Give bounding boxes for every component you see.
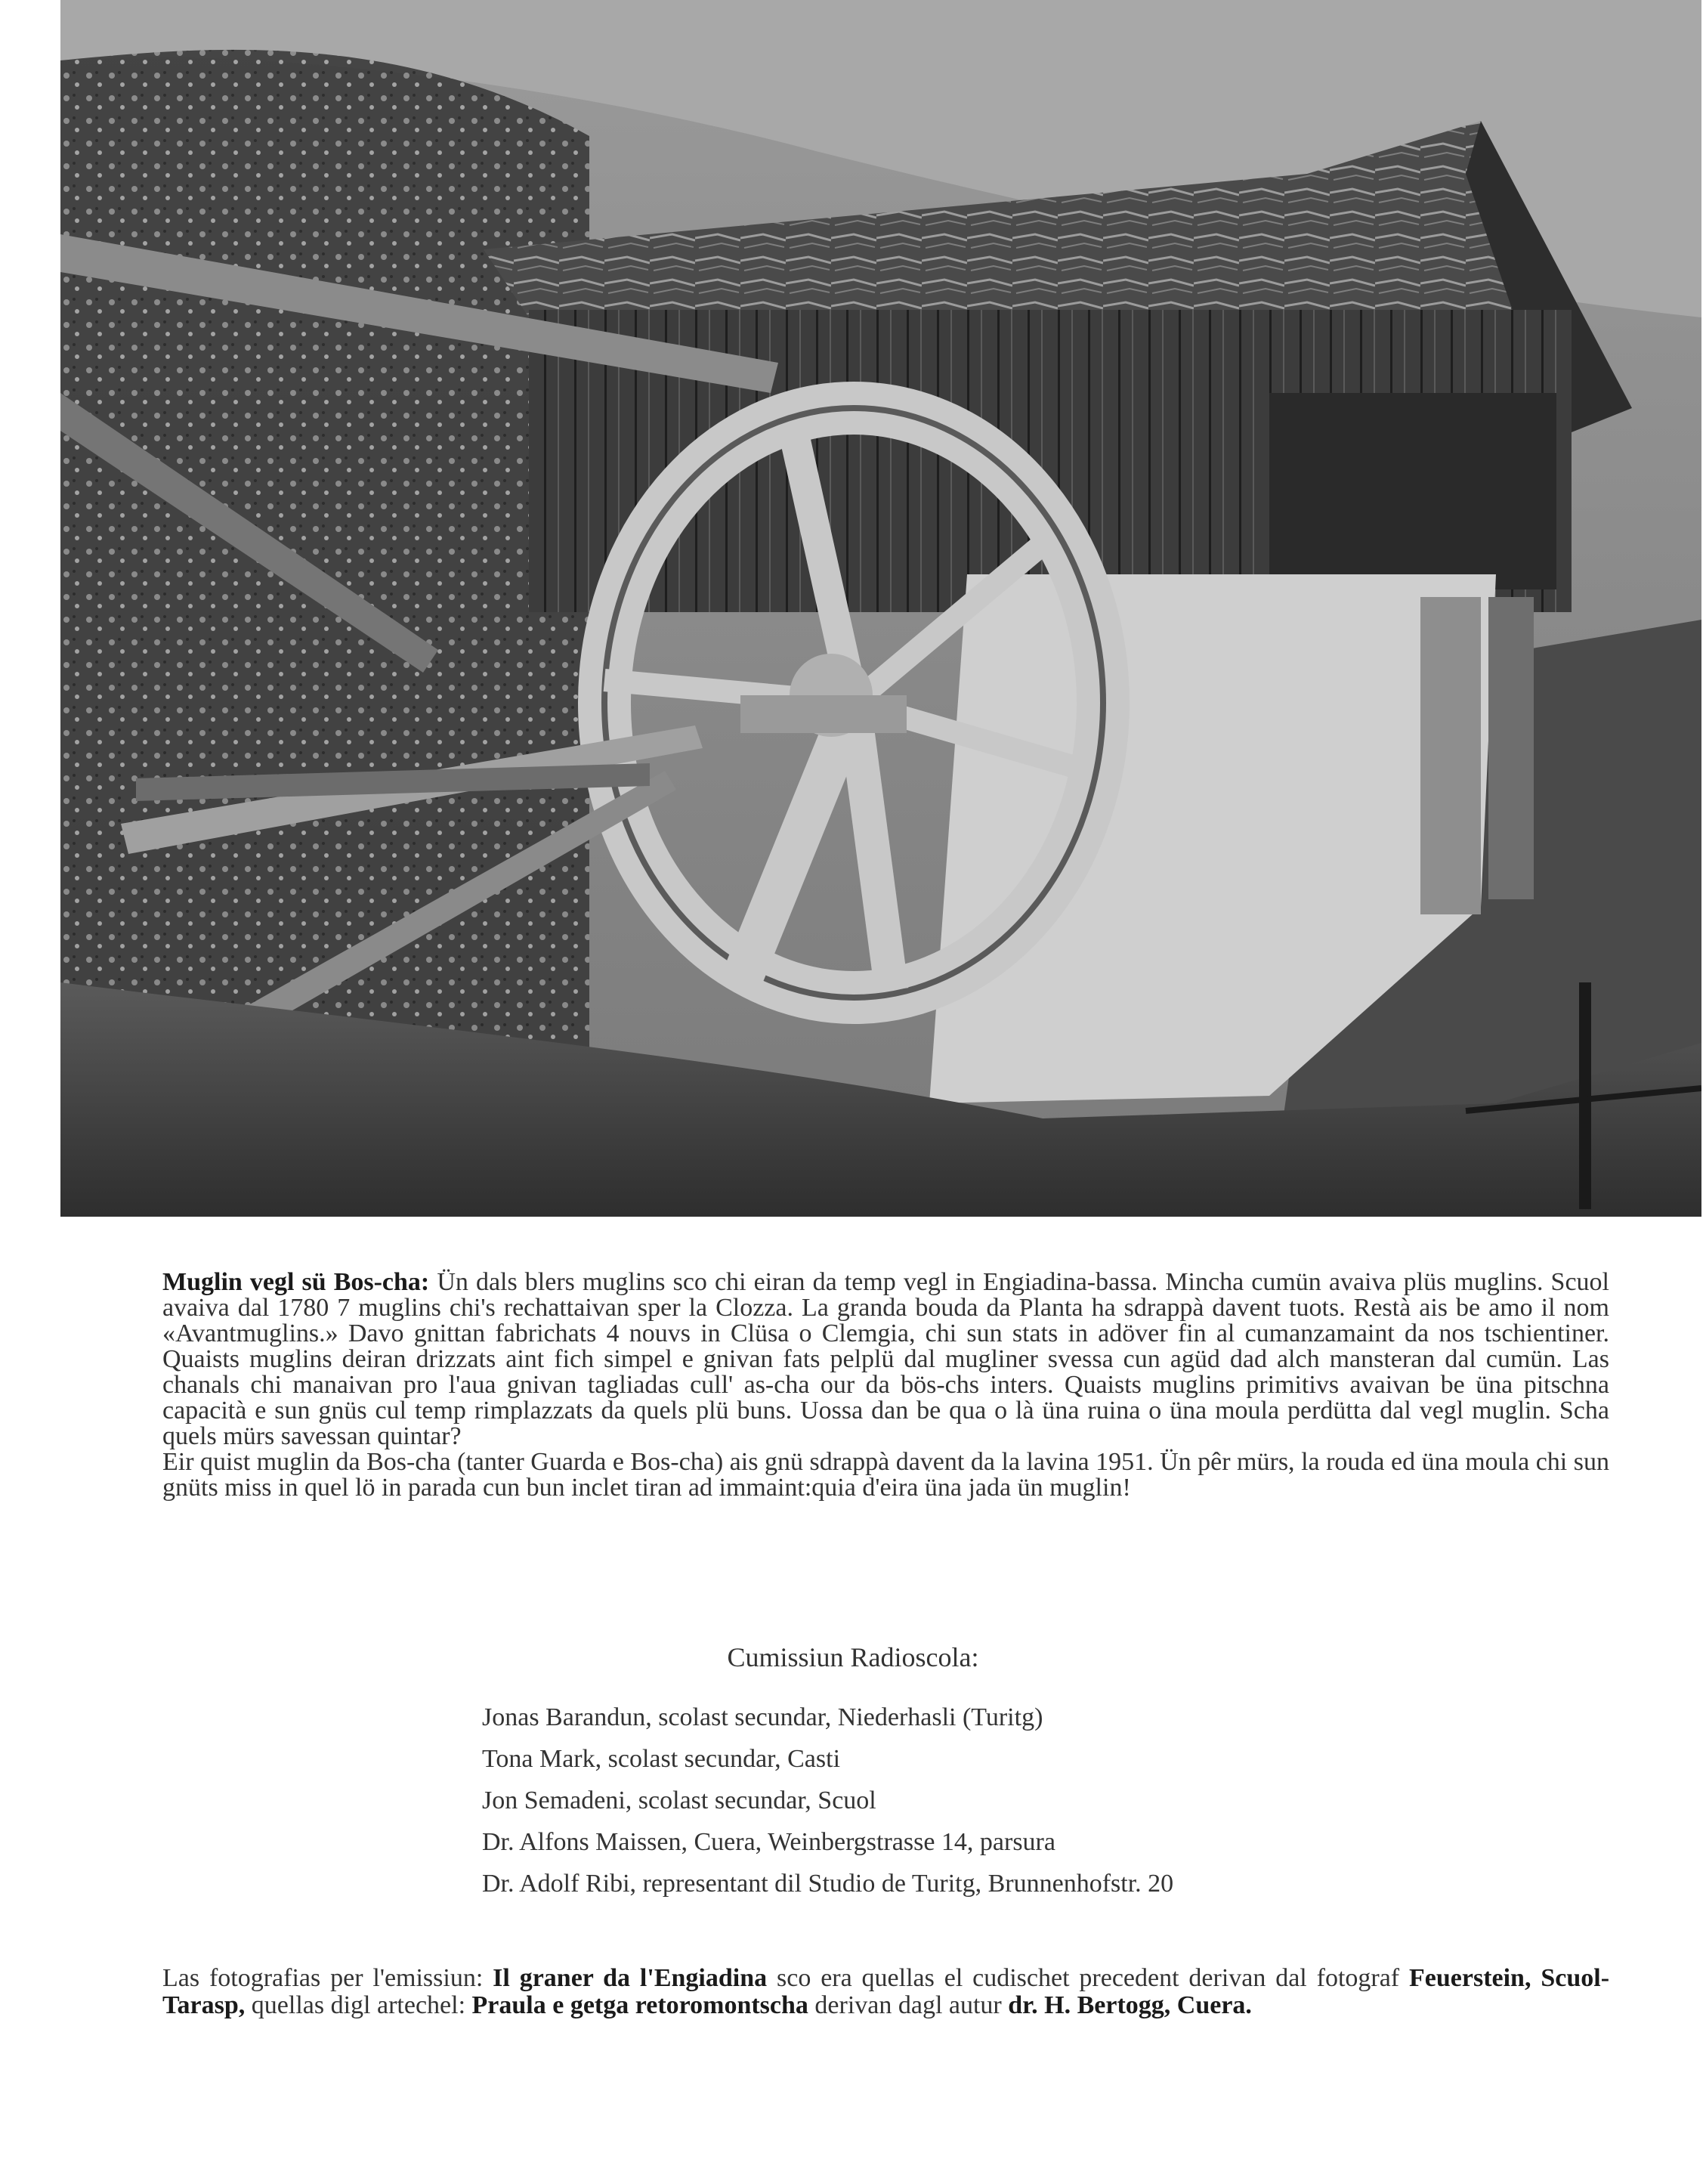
caption-paragraph-1	[162, 1270, 1609, 1449]
credits-title-2: Praula e getga retoromontscha	[471, 1991, 808, 2019]
commission-member: Tona Mark, scolast secundar, Casti	[482, 1745, 841, 1773]
commission-title: Cumissiun Radioscola:	[727, 1642, 979, 1672]
commission-member: Dr. Adolf Ribi, representant dil Studio de Turitg, Brunnenhofstr. 20	[482, 1870, 1174, 1898]
credits-photographer: Feuerstein, Scuol-Tarasp,	[162, 1964, 1610, 2019]
mill-photograph	[60, 0, 1701, 1217]
credits-text-3: quellas digl artechel:	[251, 1991, 466, 2019]
credits-text-4: derivan dagl autur	[814, 1991, 1002, 2019]
credits-text-1: Las fotografias per l'emissiun:	[162, 1964, 484, 1992]
photo-caption	[162, 1270, 1609, 1501]
caption-paragraph-2: Eir quist muglin da Bos-cha (tanter Guarda e Bos-cha) ais gnü sdrappà davent da la lavina 1951. Ün pêr mürs, la rouda ed üna moula chi sun gnüts miss in quel lö in parada cun bun inclet tiran ad immaint:quia d'eira üna jada ün muglin!	[162, 1448, 1609, 1502]
commission-members-list	[482, 1697, 1540, 1904]
commission-member: Jonas Barandun, scolast secundar, Niederhasli (Turitg)	[482, 1703, 1043, 1731]
caption-text-1: Ün dals blers muglins sco chi eiran da temp vegl in Engiadina-bassa. Mincha cumün avaiva plüs muglins. Scuol avaiva dal 1780 7 muglins chi's rechattaivan sper la Clozza. La granda bouda da Planta ha sdrappà davent tuots. Restà ais be amo il nom «Avantmuglins.» Davo gnittan fabrichats 4 nouvs in Clüsa o Clemgia, chi sun stats in adöver fin al cumanzamaint da nos tschientiner. Quaists muglins deiran drizzats aint fich simpel e gnivan fats pelplü dal mugliner svessa cun agüd dad alch mansteran dal cumün. Las chanals chi manaivan pro l'aua gnivan tagliadas cull' as-cha our da bös-chs inters. Quaists muglins primitivs avaivan be üna pitschna capacità e sun gnüs cul temp rimplazzats da quels plü buns. Uossa dan be qua o là üna ruina o üna moula perdütta dal vegl muglin. Scha quels mürs savessan quintar?	[162, 1268, 1609, 1450]
credits-title-1: Il graner da l'Engiadina	[493, 1964, 768, 1992]
mill-photo-illustration	[60, 0, 1701, 1217]
photo-credits	[162, 1965, 1609, 2019]
credits-author: dr. H. Bertogg, Cuera.	[1008, 1991, 1252, 2019]
credits-text-2: sco era quellas el cudischet precedent derivan dal fotograf	[777, 1964, 1400, 1992]
commission-member: Jon Semadeni, scolast secundar, Scuol	[482, 1786, 876, 1814]
commission-member: Dr. Alfons Maissen, Cuera, Weinbergstrasse 14, parsura	[482, 1828, 1055, 1856]
caption-title: Muglin vegl sü Bos-cha:	[162, 1268, 430, 1296]
